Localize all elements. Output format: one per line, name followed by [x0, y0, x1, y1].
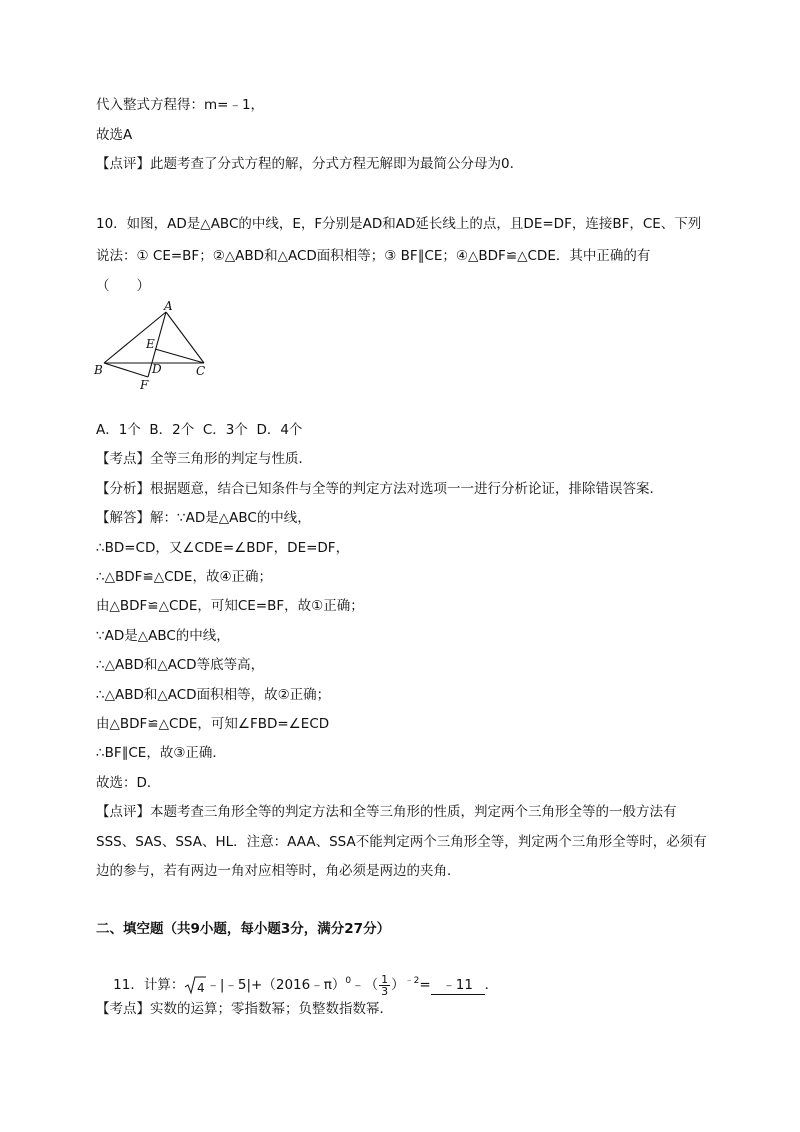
- q11-part4: ）: [391, 977, 405, 993]
- exponent-zero: 0: [345, 976, 352, 986]
- comment-line: 边的参与，若有两边一角对应相等时，角必须是两边的夹角．: [96, 863, 461, 879]
- answer-options: A．1个 B．2个 C．3个 D．4个: [96, 422, 303, 438]
- comment-line: SSS、SAS、SSA、HL．注意：AAA、SSA不能判定两个三角形全等，判定两个三角形全等时，必须有: [96, 834, 707, 850]
- question-10-stem-cont: 说法：① CE=BF；②△ABD和△ACD面积相等；③ BF∥CE；④△BDF≌△CDE．其中正确的有: [96, 248, 651, 264]
- solution-line: 故选：D．: [96, 775, 161, 791]
- knowledge-point: 【考点】全等三角形的判定与性质．: [96, 451, 312, 467]
- q11-prefix: 11．计算：: [113, 977, 185, 993]
- solution-line: ∴BF∥CE，故③正确．: [96, 745, 226, 761]
- solution-line: ∴△BDF≌△CDE，故④正确；: [96, 569, 273, 585]
- exponent-neg-two: ﹣2: [404, 976, 420, 986]
- question-10-stem: 10．如图，AD是△ABC的中线，E，F分别是AD和AD延长线上的点，且DE=DF，连接BF，CE、下列: [96, 216, 702, 232]
- segment-EC: [155, 349, 204, 363]
- answer-blank: ﹣11: [431, 976, 485, 995]
- section-heading: 二、填空题（共9小题，每小题3分，满分27分）: [96, 921, 391, 937]
- q11-part3: ﹣（: [351, 977, 379, 993]
- solution-line: ∵AD是△ABC的中线，: [96, 628, 230, 644]
- knowledge-point: 【考点】实数的运算；零指数幂；负整数指数幂．: [96, 1001, 393, 1017]
- label-C: C: [196, 364, 206, 378]
- q11-end: ．: [484, 977, 499, 993]
- segment-BF: [104, 363, 148, 377]
- sqrt-expression: [184, 975, 206, 995]
- segment-AB: [104, 312, 166, 363]
- label-E: E: [146, 337, 155, 351]
- radicand: 4: [197, 981, 205, 995]
- label-D: D: [152, 362, 162, 376]
- label-A: A: [164, 300, 173, 313]
- segment-AC: [166, 312, 204, 363]
- question-10-bracket: （ ）: [96, 278, 150, 294]
- text-line: 故选A: [96, 127, 133, 143]
- solution-line: 【解答】解：∵AD是△ABC的中线，: [96, 510, 311, 526]
- solution-line: ∴△ABD和△ACD面积相等，故②正确；: [96, 687, 331, 703]
- q11-part2: ﹣|﹣5|+（2016﹣π）: [206, 977, 346, 993]
- q11-equals: =: [419, 977, 431, 993]
- text-line: 代入整式方程得：m=﹣1，: [96, 97, 265, 113]
- comment-line: 【点评】本题考查三角形全等的判定方法和全等三角形的性质，判定两个三角形全等的一般方法有: [96, 804, 677, 820]
- label-F: F: [140, 378, 149, 392]
- fraction-numerator: 1: [381, 972, 389, 986]
- solution-line: 由△BDF≌△CDE，可知∠FBD=∠ECD: [96, 716, 330, 732]
- solution-line: ∴△ABD和△ACD等底等高，: [96, 657, 265, 673]
- triangle-figure: [92, 300, 222, 392]
- comment-line: 【点评】此题考查了分式方程的解，分式方程无解即为最简公分母为0.: [96, 156, 514, 172]
- radical-sign-icon: [184, 975, 206, 995]
- solution-line: ∴BD=CD，又∠CDE=∠BDF，DE=DF，: [96, 540, 350, 556]
- solution-line: 由△BDF≌△CDE，可知CE=BF，故①正确；: [96, 598, 364, 614]
- fraction-denominator: 3: [381, 984, 389, 998]
- label-B: B: [94, 363, 103, 377]
- fraction-one-third: [379, 974, 390, 997]
- analysis-line: 【分析】根据题意，结合已知条件与全等的判定方法对选项一一进行分析论证，排除错误答案．: [96, 481, 663, 497]
